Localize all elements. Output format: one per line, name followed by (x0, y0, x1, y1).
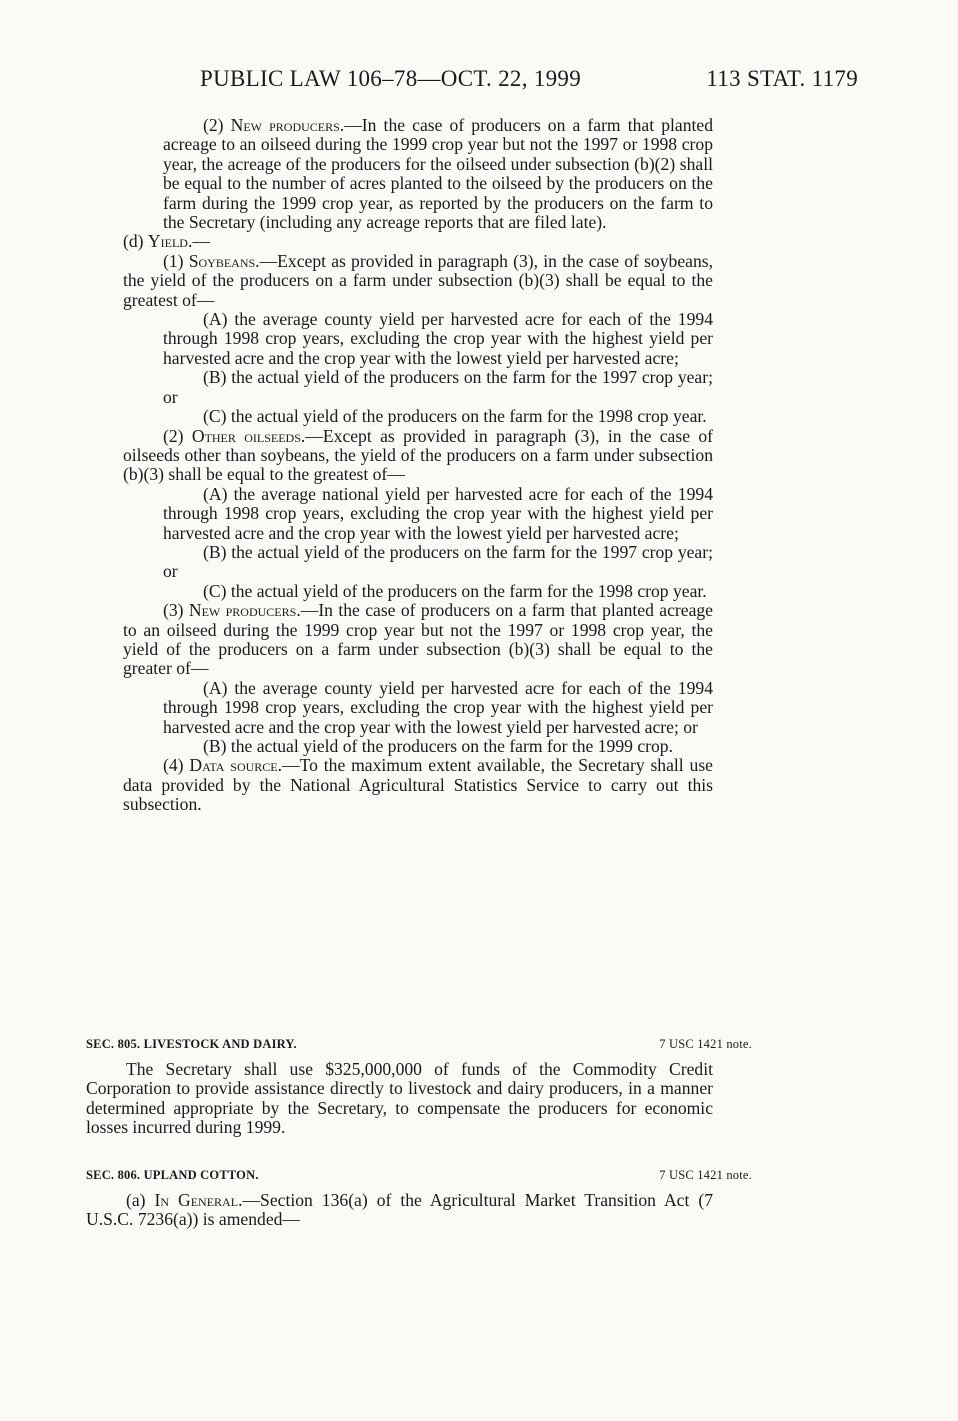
paragraph-d2: (2) Other oilseeds.—Except as provided in paragraph (3), in the case of oilseeds other than soybeans, the yield of the producers on a farm under subsection (b)(3) shall be equal to the greatest of— (123, 425, 713, 485)
paragraph-d1-c: (C) the actual yield of the producers on the farm for the 1998 crop year. (203, 406, 707, 427)
paragraph-d2-a: (A) the average national yield per harvested acre for each of the 1994 through 1998 crop years, excluding the crop year with the highest yield per harvested acre and the crop year with the lowest yield per harvested acre; (163, 483, 713, 543)
section-805-body (86, 1060, 713, 1138)
section-805-text: The Secretary shall use $325,000,000 of funds of the Commodity Credit Corporation to provide assistance directly to livestock and dairy producers, in a manner determined appropriate by the Secretary, to compensate the producers for economic losses incurred during 1999. (86, 1059, 713, 1138)
paragraph-c2: (2) New producers.—In the case of producers on a farm that planted acreage to an oilseed during the 1999 crop year but not the 1997 or 1998 crop year, the acreage of the producers for the oilseed under subsection (b)(2) shall be equal to the number of acres planted to the oilseed by the producers on the farm during the 1999 crop year, as reported by the producers on the farm to the Secretary (including any acreage reports that are filed late). (163, 115, 713, 233)
paragraph-d1-a: (A) the average county yield per harvested acre for each of the 1994 through 1998 crop years, excluding the crop year with the highest yield per harvested acre and the crop year with the lowest yield per harvested acre; (163, 309, 713, 368)
section-805-heading (86, 1037, 856, 1052)
paragraph-d3-b: (B) the actual yield of the producers on the farm for the 1999 crop. (203, 736, 673, 756)
subsection-d-heading: (d) Yield.— (123, 231, 210, 252)
section-806-heading (86, 1168, 856, 1183)
section-806-a: (a) In General.—Section 136(a) of the Agricultural Market Transition Act (7 U.S.C. 7236(a)) is amended— (86, 1190, 713, 1230)
paragraph-d2-b: (B) the actual yield of the producers on the farm for the 1997 crop year; or (163, 541, 713, 582)
header-law-date: PUBLIC LAW 106–78—OCT. 22, 1999 (200, 66, 581, 91)
section-805-margin-note: 7 USC 1421 note. (659, 1037, 752, 1051)
section-806-body (86, 1191, 713, 1230)
paragraph-d4: (4) Data source.—To the maximum extent available, the Secretary shall use data provided by the National Agricultural Statistics Service to carry out this subsection. (123, 755, 713, 815)
paragraph-d2-c: (C) the actual yield of the producers on the farm for the 1998 crop year. (203, 580, 707, 601)
paragraph-d3: (3) New producers.—In the case of producers on a farm that planted acreage to an oilseed during the 1999 crop year but not the 1997 or 1998 crop year, the yield of the producers on a farm under subsection (b)(3) shall be equal to the greater of— (123, 600, 713, 679)
page-header (200, 66, 858, 92)
main-column (123, 116, 713, 815)
section-806-margin-note: 7 USC 1421 note. (659, 1168, 752, 1182)
paragraph-d1-b: (B) the actual yield of the producers on the farm for the 1997 crop year; or (163, 367, 713, 407)
header-stat-page: 113 STAT. 1179 (706, 66, 858, 91)
paragraph-d3-a: (A) the average county yield per harvested acre for each of the 1994 through 1998 crop years, excluding the crop year with the highest yield per harvested acre and the crop year with the lowest yield per harvested acre; or (163, 677, 713, 737)
section-806-title: SEC. 806. UPLAND COTTON. (86, 1168, 259, 1182)
paragraph-d1: (1) Soybeans.—Except as provided in paragraph (3), in the case of soybeans, the yield of the producers on a farm under subsection (b)(3) shall be equal to the greatest of— (123, 250, 713, 310)
section-805-title: SEC. 805. LIVESTOCK AND DAIRY. (86, 1037, 297, 1051)
